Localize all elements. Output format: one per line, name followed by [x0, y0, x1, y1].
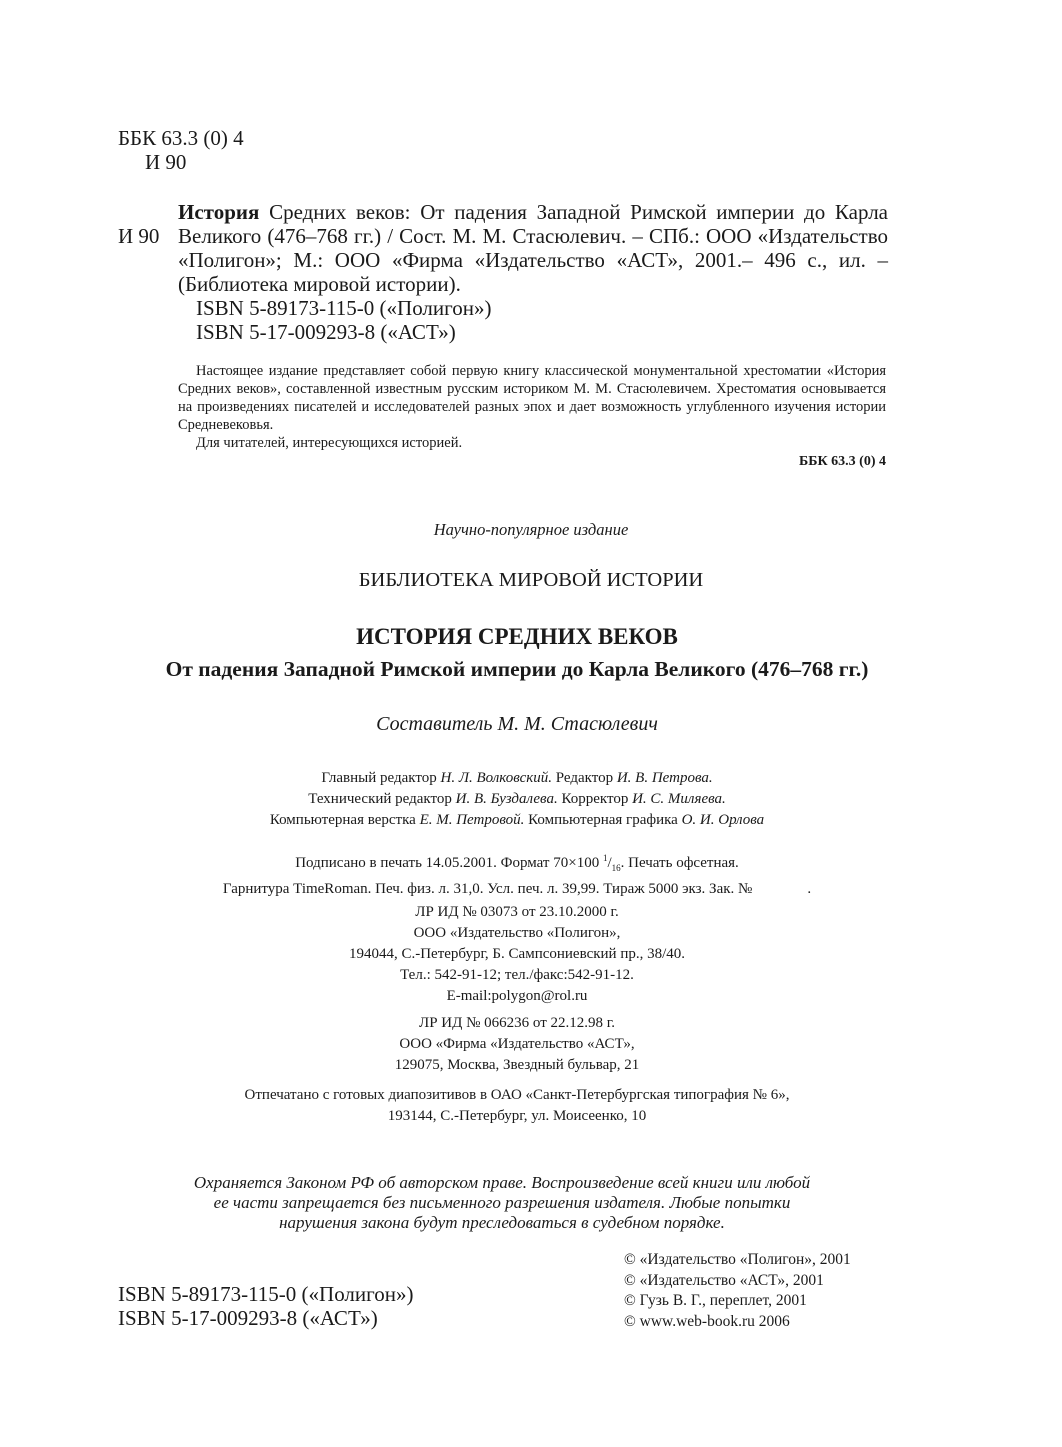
credit-label: Главный редактор	[321, 770, 437, 786]
classification-block	[118, 126, 244, 174]
format-fraction-num: 1	[602, 853, 608, 863]
book-title: ИСТОРИЯ СРЕДНИХ ВЕКОВ	[356, 624, 678, 649]
print-info	[0, 848, 1034, 900]
print-info-line-1: Подписано в печать 14.05.2001. Формат 70×100 $^1/_{16}$. Печать офсетная.	[295, 853, 739, 873]
publisher-line: ЛР ИД № 03073 от 23.10.2000 г.	[415, 904, 619, 920]
staff-credits	[0, 768, 1034, 831]
annotation-audience: Для читателей, интересующихся историей.	[196, 435, 463, 451]
record-line-2: Великого (476–768 гг.) / Сост. М. М. Стасюлевич. – СПб.: ООО «Издательство	[178, 224, 888, 248]
credit-label: Компьютерная графика	[528, 812, 678, 828]
record-line-1	[178, 200, 888, 224]
author-mark: И 90	[145, 150, 187, 174]
print-method: . Печать офсетная.	[620, 855, 739, 871]
bbk-code: ББК 63.3 (0) 4	[118, 126, 244, 150]
annotation	[178, 362, 886, 452]
annotation-bbk: ББК 63.3 (0) 4	[799, 454, 886, 469]
credit-label: Технический редактор	[308, 791, 452, 807]
credit-name: О. И. Орлова	[681, 812, 765, 828]
publisher-polygon	[0, 902, 1034, 1007]
copyright-list	[624, 1250, 851, 1332]
print-format: Подписано в печать 14.05.2001. Формат 70×100	[295, 855, 600, 871]
notice-line: Охраняется Законом РФ об авторском праве. Воспроизведение всей книги или любой	[193, 1173, 811, 1192]
isbn-block	[118, 1282, 413, 1330]
publisher-email: E-mail:polygon@rol.ru	[446, 988, 588, 1004]
series-title: БИБЛИОТЕКА МИРОВОЙ ИСТОРИИ	[358, 569, 704, 591]
record-line-3: «Полигон»; М.: ООО «Фирма «Издательство «АСТ», 2001.– 496 с., ил. –	[178, 248, 888, 272]
credit-label: Компьютерная верстка	[269, 812, 416, 828]
publisher-line: ЛР ИД № 066236 от 22.12.98 г.	[419, 1015, 615, 1031]
notice-line: ее части запрещается без письменного разрешения издателя. Любые попытки	[213, 1193, 791, 1212]
record-line-1-text: Средних веков: От падения Западной Римской империи до Карла	[269, 200, 889, 224]
publisher-line: 194044, С.-Петербург, Б. Сампсониевский пр., 38/40.	[348, 946, 686, 962]
publisher-ast	[0, 1013, 1034, 1076]
annotation-text: Настоящее издание представляет собой первую книгу классической монументальной хрестоматии «История Средних веков», составленной известным русским историком М. М. Стасюлевичем. Хрестоматия основывается на произведениях писателей и исследователей разных эпох и дает возможность углубленного изучения истории Средневековья.	[178, 363, 886, 433]
printer-line: 193144, С.-Петербург, ул. Моисеенко, 10	[387, 1108, 647, 1124]
credit-name: И. В. Петрова.	[616, 770, 713, 786]
record-isbn-polygon: ISBN 5-89173-115-0 («Полигон»)	[196, 296, 492, 320]
book-subtitle: От падения Западной Римской империи до Карла Великого (476–768 гг.)	[165, 657, 869, 681]
bibliographic-record	[118, 200, 888, 344]
credit-name: Е. М. Петровой.	[419, 812, 525, 828]
print-details-end: .	[807, 881, 812, 897]
copyright-line: © «Издательство «Полигон», 2001	[624, 1251, 851, 1268]
isbn-polygon: ISBN 5-89173-115-0 («Полигон»)	[118, 1282, 414, 1306]
compiler: Составитель М. М. Стасюлевич	[376, 713, 658, 735]
copyright-line: © Гузь В. Г., переплет, 2001	[624, 1292, 807, 1309]
publisher-line: 129075, Москва, Звездный бульвар, 21	[394, 1057, 640, 1073]
copyright-line: © www.web-book.ru 2006	[624, 1312, 790, 1330]
credit-name: И. В. Буздалева.	[455, 791, 558, 807]
staff-row	[0, 810, 1034, 831]
credit-label: Корректор	[561, 791, 629, 807]
print-info-line-2	[0, 879, 1034, 900]
staff-row	[0, 768, 1034, 789]
record-title-bold: История	[178, 200, 260, 224]
publisher-line: ООО «Фирма «Издательство «АСТ»,	[399, 1036, 635, 1052]
credit-label: Редактор	[555, 770, 614, 786]
credit-name: И. С. Миляева.	[632, 791, 726, 807]
record-index: И 90	[118, 224, 160, 248]
staff-row	[0, 789, 1034, 810]
genre-label: Научно-популярное издание	[433, 520, 629, 539]
publisher-line: ООО «Издательство «Полигон»,	[413, 925, 621, 941]
credit-name: Н. Л. Волковский.	[440, 770, 552, 786]
notice-line: нарушения закона будут преследоваться в судебном порядке.	[279, 1213, 725, 1232]
isbn-ast: ISBN 5-17-009293-8 («АСТ»)	[118, 1306, 378, 1330]
format-fraction-den: 16	[611, 863, 621, 873]
record-line-4: (Библиотека мировой истории).	[178, 272, 461, 296]
printer-info	[0, 1085, 1034, 1127]
print-details: Гарнитура TimeRoman. Печ. физ. л. 31,0. Усл. печ. л. 39,99. Тираж 5000 экз. Зак. №	[222, 881, 753, 897]
copyright-line: © «Издательство «АСТ», 2001	[624, 1271, 824, 1289]
publisher-line: Тел.: 542-91-12; тел./факс:542-91-12.	[400, 967, 634, 983]
copyright-notice	[0, 1173, 1004, 1233]
printer-line: Отпечатано с готовых диапозитивов в ОАО «Санкт-Петербургская типография № 6»,	[244, 1087, 790, 1103]
record-isbn-ast: ISBN 5-17-009293-8 («АСТ»)	[196, 320, 456, 344]
